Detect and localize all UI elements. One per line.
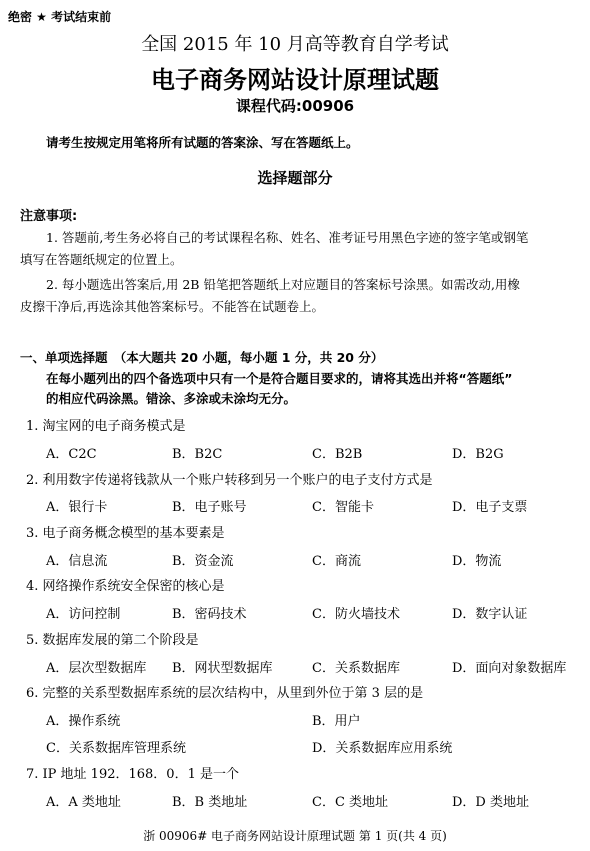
instruction: 请考生按规定用笔将所有试题的答案涂、写在答题纸上。 bbox=[46, 135, 359, 150]
part1-desc-line-1: 在每小题列出的四个备选项中只有一个是符合题目要求的，请将其选出并将“答题纸” bbox=[46, 371, 513, 386]
question-stem: 7. IP 地址 192．168．0．1 是一个 bbox=[26, 767, 239, 782]
option-c: C．关系数据库 bbox=[312, 661, 400, 676]
option-a: A．银行卡 bbox=[46, 500, 108, 515]
course-code: 课程代码:00906 bbox=[235, 97, 355, 115]
notes-heading: 注意事项: bbox=[20, 209, 78, 224]
option-a: A．信息流 bbox=[46, 554, 108, 569]
question-stem: 2. 利用数字传递将钱款从一个账户转移到另一个账户的电子支付方式是 bbox=[26, 473, 433, 488]
option-c: C．智能卡 bbox=[312, 500, 374, 515]
option-d: D．电子支票 bbox=[452, 500, 528, 515]
option-b: B．密码技术 bbox=[172, 607, 247, 622]
option-b: B．资金流 bbox=[172, 554, 234, 569]
option-a: A．A 类地址 bbox=[46, 795, 121, 810]
question-stem: 5. 数据库发展的第二个阶段是 bbox=[26, 633, 199, 648]
note-2-line-2: 皮擦干净后,再选涂其他答案标号。不能答在试题卷上。 bbox=[20, 299, 324, 314]
option-a: A．操作系统 bbox=[46, 714, 121, 729]
option-b: B．电子账号 bbox=[172, 500, 247, 515]
option-a: A．访问控制 bbox=[46, 607, 121, 622]
question-stem: 4. 网络操作系统安全保密的核心是 bbox=[26, 579, 225, 594]
option-b: B．网状型数据库 bbox=[172, 661, 273, 676]
option-b: B．用户 bbox=[312, 714, 361, 729]
option-d: D．面向对象数据库 bbox=[452, 661, 567, 676]
confidential-mark: 绝密 ★ 考试结束前 bbox=[8, 10, 112, 24]
part1-desc-line-2: 的相应代码涂黑。错涂、多涂或未涂均无分。 bbox=[46, 391, 297, 406]
exam-title: 全国 2015 年 10 月高等教育自学考试 bbox=[141, 34, 449, 55]
note-1-line-2: 填写在答题纸规定的位置上。 bbox=[20, 252, 183, 267]
option-b: B．B2C bbox=[172, 447, 223, 462]
option-d: D．关系数据库应用系统 bbox=[312, 741, 453, 756]
question-stem: 1. 淘宝网的电子商务模式是 bbox=[26, 419, 186, 434]
option-d: D．B2G bbox=[452, 447, 504, 462]
option-c: C．B2B bbox=[312, 447, 363, 462]
option-a: A．C2C bbox=[46, 447, 97, 462]
page-footer: 浙 00906# 电子商务网站设计原理试题 第 1 页(共 4 页) bbox=[143, 829, 447, 843]
option-d: D．数字认证 bbox=[452, 607, 528, 622]
section-title: 选择题部分 bbox=[257, 169, 333, 187]
option-d: D．D 类地址 bbox=[452, 795, 529, 810]
option-c: C．关系数据库管理系统 bbox=[46, 741, 186, 756]
part1-heading: 一、单项选择题 （本大题共 20 小题，每小题 1 分，共 20 分） bbox=[20, 350, 384, 365]
option-c: C．C 类地址 bbox=[312, 795, 389, 810]
option-b: B．B 类地址 bbox=[172, 795, 248, 810]
note-1-line-1: 1. 答题前,考生务必将自己的考试课程名称、姓名、准考证号用黑色字迹的签字笔或钢笔 bbox=[46, 230, 529, 245]
option-d: D．物流 bbox=[452, 554, 502, 569]
option-a: A．层次型数据库 bbox=[46, 661, 147, 676]
option-c: C．防火墙技术 bbox=[312, 607, 400, 622]
paper-title: 电子商务网站设计原理试题 bbox=[151, 66, 439, 94]
question-stem: 6. 完整的关系型数据库系统的层次结构中，从里到外位于第 3 层的是 bbox=[26, 686, 424, 701]
option-c: C．商流 bbox=[312, 554, 361, 569]
note-2-line-1: 2. 每小题选出答案后,用 2B 铅笔把答题纸上对应题目的答案标号涂黑。如需改动,用橡 bbox=[46, 277, 520, 292]
question-stem: 3. 电子商务概念模型的基本要素是 bbox=[26, 526, 225, 541]
